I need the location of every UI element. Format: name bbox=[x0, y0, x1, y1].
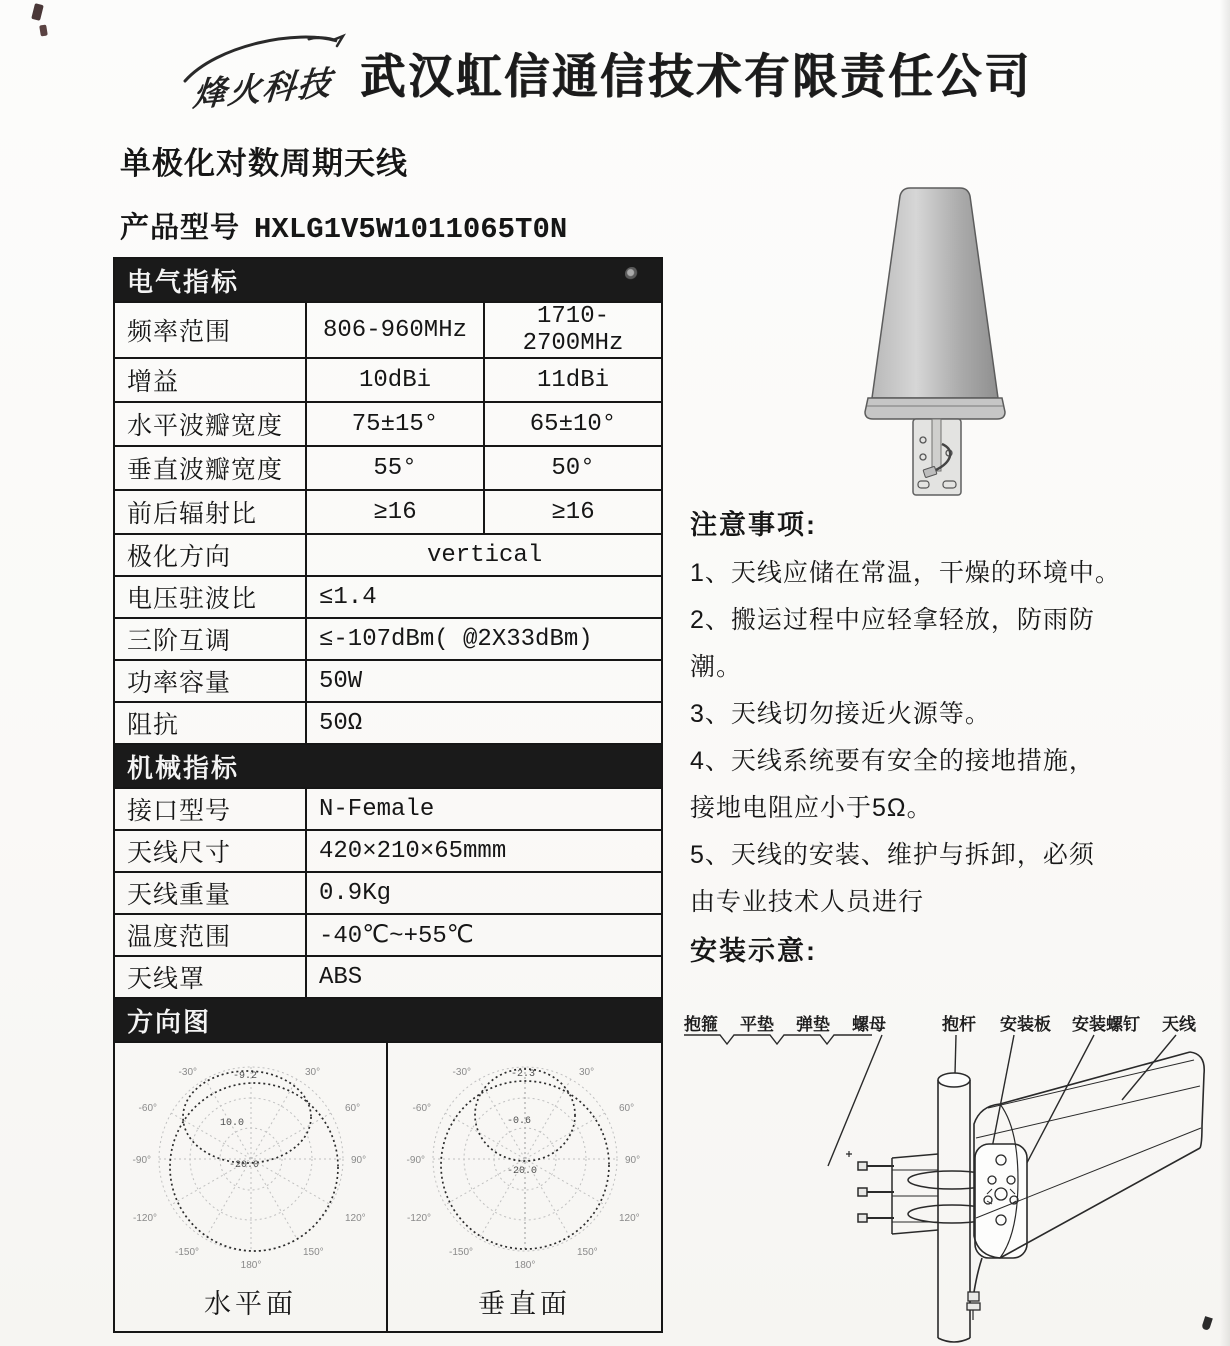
spec-value: 420×210×65mmm bbox=[306, 830, 662, 872]
spec-label: 温度范围 bbox=[114, 914, 306, 956]
spec-value: ≥16 bbox=[484, 490, 662, 534]
note-line: 2、搬运过程中应轻拿轻放，防雨防 bbox=[690, 606, 1095, 634]
diagram-label: 抱箍 bbox=[684, 1015, 718, 1034]
diagram-label: 弹垫 bbox=[796, 1015, 830, 1034]
angle-label: -60° bbox=[138, 1103, 157, 1114]
spec-value: vertical bbox=[306, 534, 662, 576]
angle-label: -30° bbox=[178, 1067, 197, 1078]
angle-label: 90° bbox=[350, 1155, 366, 1166]
note-line: 1、天线应储在常温，干燥的环境中。 bbox=[690, 559, 1121, 587]
angle-label: 90° bbox=[624, 1155, 640, 1166]
scan-artifact bbox=[39, 25, 48, 37]
spec-value: 65±10° bbox=[484, 402, 662, 446]
logo-text: 烽火科技 bbox=[191, 62, 335, 115]
note-line: 接地电阻应小于5Ω。 bbox=[690, 794, 933, 822]
spec-value: 50W bbox=[306, 660, 662, 702]
angle-label: 60° bbox=[344, 1103, 360, 1114]
angle-label: -150° bbox=[448, 1247, 473, 1258]
title-block bbox=[120, 138, 680, 246]
spec-label: 前后辐射比 bbox=[114, 490, 306, 534]
angle-label: -120° bbox=[406, 1213, 431, 1224]
diagram-label: 安装板 bbox=[1000, 1015, 1051, 1034]
install-diagram-drawing bbox=[670, 1008, 1228, 1346]
angle-label: 30° bbox=[578, 1067, 594, 1078]
model-code: HXLG1V5W1011065T0N bbox=[254, 213, 568, 246]
spec-label: 接口型号 bbox=[114, 788, 306, 830]
brand-header bbox=[175, 26, 1033, 118]
vertical-pattern-plot bbox=[388, 1043, 661, 1331]
spec-label: 功率容量 bbox=[114, 660, 306, 702]
angle-label: -90° bbox=[406, 1155, 425, 1166]
spec-label: 天线重量 bbox=[114, 872, 306, 914]
angle-label: 180° bbox=[514, 1260, 535, 1271]
section-header-mechanical: 机械指标 bbox=[114, 744, 662, 788]
spec-value: 11dBi bbox=[484, 358, 662, 402]
note-line: 由专业技术人员进行 bbox=[690, 888, 925, 916]
angle-label: 30° bbox=[304, 1067, 320, 1078]
spec-value: 10dBi bbox=[306, 358, 484, 402]
angle-label: 150° bbox=[576, 1247, 598, 1258]
spec-value: 50Ω bbox=[306, 702, 662, 744]
scan-mark bbox=[625, 267, 639, 281]
section-header-electrical: 电气指标 bbox=[114, 258, 662, 302]
note-line: 3、天线切勿接近火源等。 bbox=[690, 700, 991, 728]
document-title: 单极化对数周期天线 bbox=[120, 146, 408, 181]
angle-label: -30° bbox=[452, 1067, 471, 1078]
spec-label: 阻抗 bbox=[114, 702, 306, 744]
spec-label: 天线尺寸 bbox=[114, 830, 306, 872]
gain-ring-value: -2.3 bbox=[510, 1069, 535, 1080]
diagram-label: 天线 bbox=[1162, 1015, 1196, 1034]
note-line: 5、天线的安装、维护与拆卸，必须 bbox=[690, 841, 1095, 869]
spec-value: ≤1.4 bbox=[306, 576, 662, 618]
notes-heading: 注意事项: bbox=[690, 510, 817, 540]
angle-label: -90° bbox=[132, 1155, 151, 1166]
note-line: 4、天线系统要有安全的接地措施， bbox=[690, 747, 1095, 775]
angle-label: 120° bbox=[618, 1213, 640, 1224]
diagram-label: 抱杆 bbox=[942, 1015, 976, 1034]
gain-ring-value: -20.0 bbox=[506, 1166, 537, 1177]
angle-label: 120° bbox=[344, 1213, 366, 1224]
diagram-label: 安装螺钉 bbox=[1072, 1015, 1140, 1034]
spec-value: 806-960MHz bbox=[306, 302, 484, 358]
spec-label: 三阶互调 bbox=[114, 618, 306, 660]
spec-value: ABS bbox=[306, 956, 662, 998]
spec-label: 增益 bbox=[114, 358, 306, 402]
horizontal-polar-chart bbox=[117, 1047, 385, 1282]
antenna-product-image bbox=[830, 182, 1040, 504]
vertical-plot-caption: 垂直面 bbox=[478, 1289, 571, 1319]
spec-value: N-Female bbox=[306, 788, 662, 830]
diagram-label: 螺母 bbox=[852, 1015, 886, 1034]
antenna-product-figure bbox=[830, 182, 1040, 504]
pattern-plots-cell bbox=[114, 1042, 662, 1332]
spec-table bbox=[113, 257, 663, 1333]
install-diagram bbox=[670, 1008, 1228, 1346]
gain-ring-value: 10.0 bbox=[219, 1118, 244, 1129]
model-label: 产品型号 bbox=[120, 212, 241, 244]
spec-label: 极化方向 bbox=[114, 534, 306, 576]
high-band-lobe bbox=[183, 1071, 311, 1163]
gain-ring-value: -20.0 bbox=[228, 1160, 259, 1171]
bracket-rod bbox=[932, 419, 941, 471]
spec-value: 75±15° bbox=[306, 402, 484, 446]
gain-ring-value: -0.6 bbox=[506, 1116, 531, 1127]
scan-artifact bbox=[31, 3, 44, 21]
spec-label: 天线罩 bbox=[114, 956, 306, 998]
angle-label: -150° bbox=[174, 1247, 199, 1258]
spec-value: 0.9Kg bbox=[306, 872, 662, 914]
spec-label: 水平波瓣宽度 bbox=[114, 402, 306, 446]
note-line: 潮。 bbox=[690, 653, 743, 681]
angle-label: 150° bbox=[302, 1247, 324, 1258]
spec-value: ≤-107dBm( @2X33dBm) bbox=[306, 618, 662, 660]
section-header-patterns: 方向图 bbox=[114, 998, 662, 1042]
spec-value: 50° bbox=[484, 446, 662, 490]
horizontal-plot-caption: 水平面 bbox=[204, 1289, 297, 1319]
antenna-rim bbox=[865, 398, 1005, 419]
antenna-radome bbox=[872, 188, 998, 398]
pattern-plots bbox=[115, 1043, 661, 1331]
horizontal-pattern-plot bbox=[115, 1043, 388, 1331]
company-name: 武汉虹信通信技术有限责任公司 bbox=[360, 49, 1033, 104]
spec-label: 电压驻波比 bbox=[114, 576, 306, 618]
spec-value: 1710-2700MHz bbox=[484, 302, 662, 358]
vertical-polar-chart bbox=[391, 1047, 659, 1282]
model-line bbox=[120, 205, 680, 246]
angle-label: 60° bbox=[618, 1103, 634, 1114]
gain-ring-value: -9.2 bbox=[232, 1071, 257, 1082]
spec-value: -40℃~+55℃ bbox=[306, 914, 662, 956]
spec-label: 频率范围 bbox=[114, 302, 306, 358]
install-heading: 安装示意: bbox=[690, 936, 817, 966]
angle-label: -120° bbox=[132, 1213, 157, 1224]
notes-section bbox=[690, 500, 1230, 976]
company-logo bbox=[175, 29, 360, 115]
angle-label: 180° bbox=[240, 1260, 261, 1271]
spec-value: ≥16 bbox=[306, 490, 484, 534]
spec-value: 55° bbox=[306, 446, 484, 490]
diagram-label: 平垫 bbox=[740, 1015, 774, 1034]
angle-label: -60° bbox=[412, 1103, 431, 1114]
spec-label: 垂直波瓣宽度 bbox=[114, 446, 306, 490]
